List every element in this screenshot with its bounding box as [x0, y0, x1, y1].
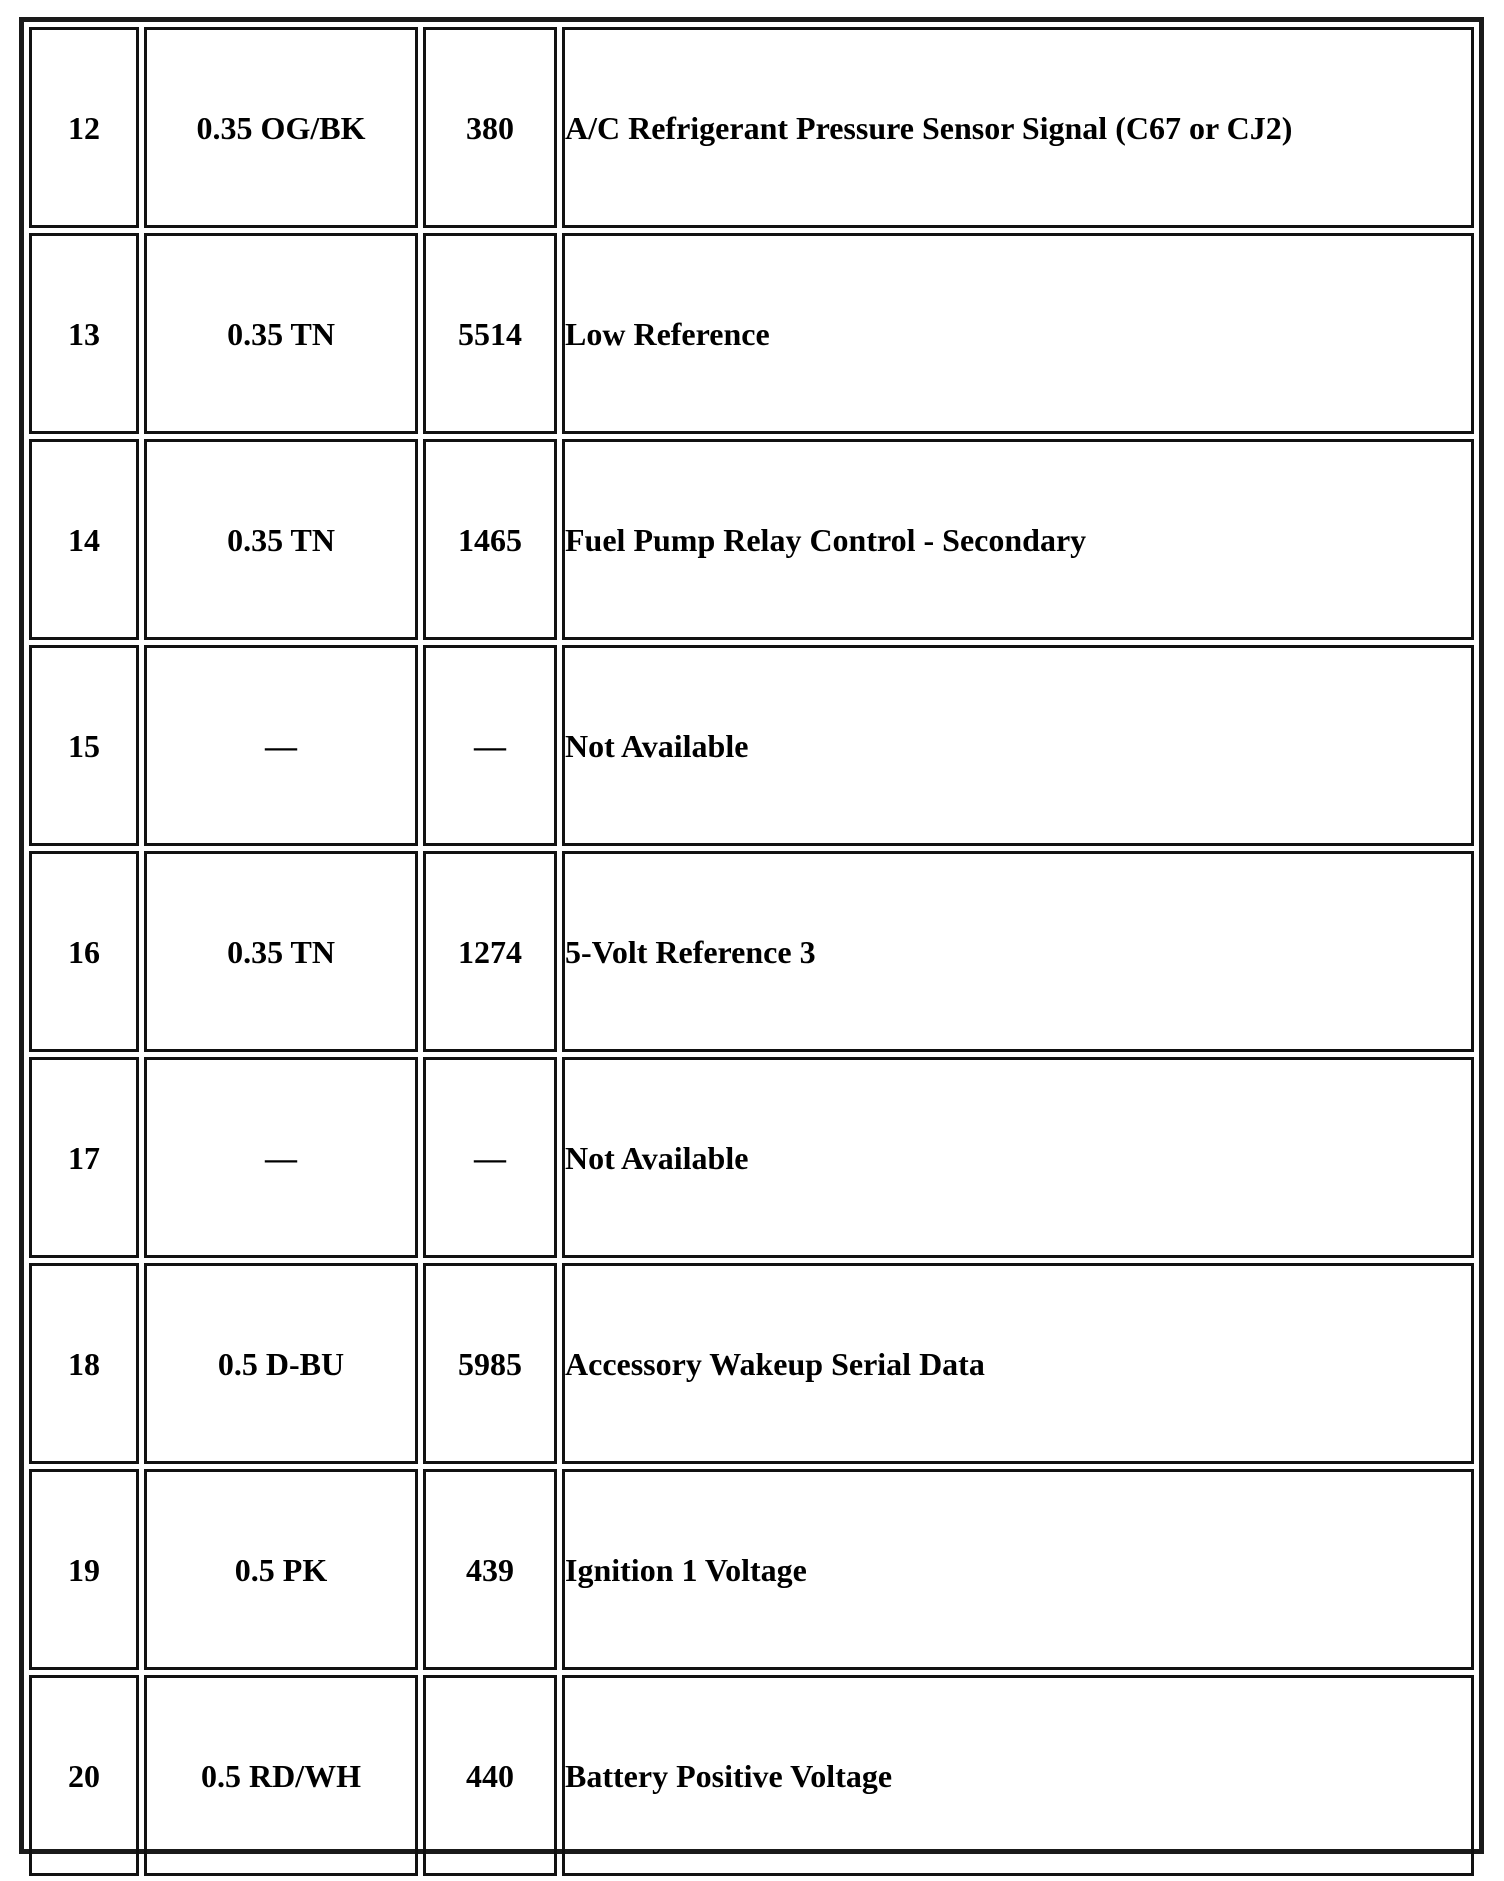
function-cell: Accessory Wakeup Serial Data: [562, 1263, 1474, 1464]
table-row: [29, 233, 1474, 434]
circuit-number-cell: 439: [423, 1469, 557, 1670]
connector-pinout-table: [24, 22, 1479, 1881]
circuit-number-cell: —: [423, 645, 557, 846]
pin-cell: 12: [29, 27, 139, 228]
circuit-number-cell: 440: [423, 1675, 557, 1876]
function-cell: Fuel Pump Relay Control - Secondary: [562, 439, 1474, 640]
function-cell: Ignition 1 Voltage: [562, 1469, 1474, 1670]
function-cell: Low Reference: [562, 233, 1474, 434]
circuit-number-cell: 5985: [423, 1263, 557, 1464]
pin-cell: 16: [29, 851, 139, 1052]
wire-size-color-cell: 0.5 RD/WH: [144, 1675, 418, 1876]
wire-size-color-cell: 0.5 PK: [144, 1469, 418, 1670]
pin-cell: 15: [29, 645, 139, 846]
circuit-number-cell: 380: [423, 27, 557, 228]
table-row: [29, 1057, 1474, 1258]
circuit-number-cell: 1465: [423, 439, 557, 640]
pin-cell: 18: [29, 1263, 139, 1464]
table-row: [29, 27, 1474, 228]
pin-cell: 17: [29, 1057, 139, 1258]
pin-cell: 14: [29, 439, 139, 640]
function-cell: A/C Refrigerant Pressure Sensor Signal (C67 or CJ2): [562, 27, 1474, 228]
function-cell: 5-Volt Reference 3: [562, 851, 1474, 1052]
table-row: [29, 439, 1474, 640]
function-cell: Not Available: [562, 645, 1474, 846]
pin-cell: 20: [29, 1675, 139, 1876]
function-cell: Not Available: [562, 1057, 1474, 1258]
circuit-number-cell: —: [423, 1057, 557, 1258]
table-row: [29, 1263, 1474, 1464]
table-row: [29, 851, 1474, 1052]
circuit-number-cell: 5514: [423, 233, 557, 434]
table-row: [29, 1675, 1474, 1876]
wire-size-color-cell: —: [144, 645, 418, 846]
circuit-number-cell: 1274: [423, 851, 557, 1052]
wire-size-color-cell: 0.35 TN: [144, 851, 418, 1052]
connector-pinout-table-frame: [19, 17, 1484, 1854]
pin-cell: 19: [29, 1469, 139, 1670]
wire-size-color-cell: —: [144, 1057, 418, 1258]
wire-size-color-cell: 0.35 TN: [144, 233, 418, 434]
wire-size-color-cell: 0.5 D-BU: [144, 1263, 418, 1464]
pin-cell: 13: [29, 233, 139, 434]
wire-size-color-cell: 0.35 OG/BK: [144, 27, 418, 228]
table-row: [29, 645, 1474, 846]
wire-size-color-cell: 0.35 TN: [144, 439, 418, 640]
table-row: [29, 1469, 1474, 1670]
function-cell: Battery Positive Voltage: [562, 1675, 1474, 1876]
